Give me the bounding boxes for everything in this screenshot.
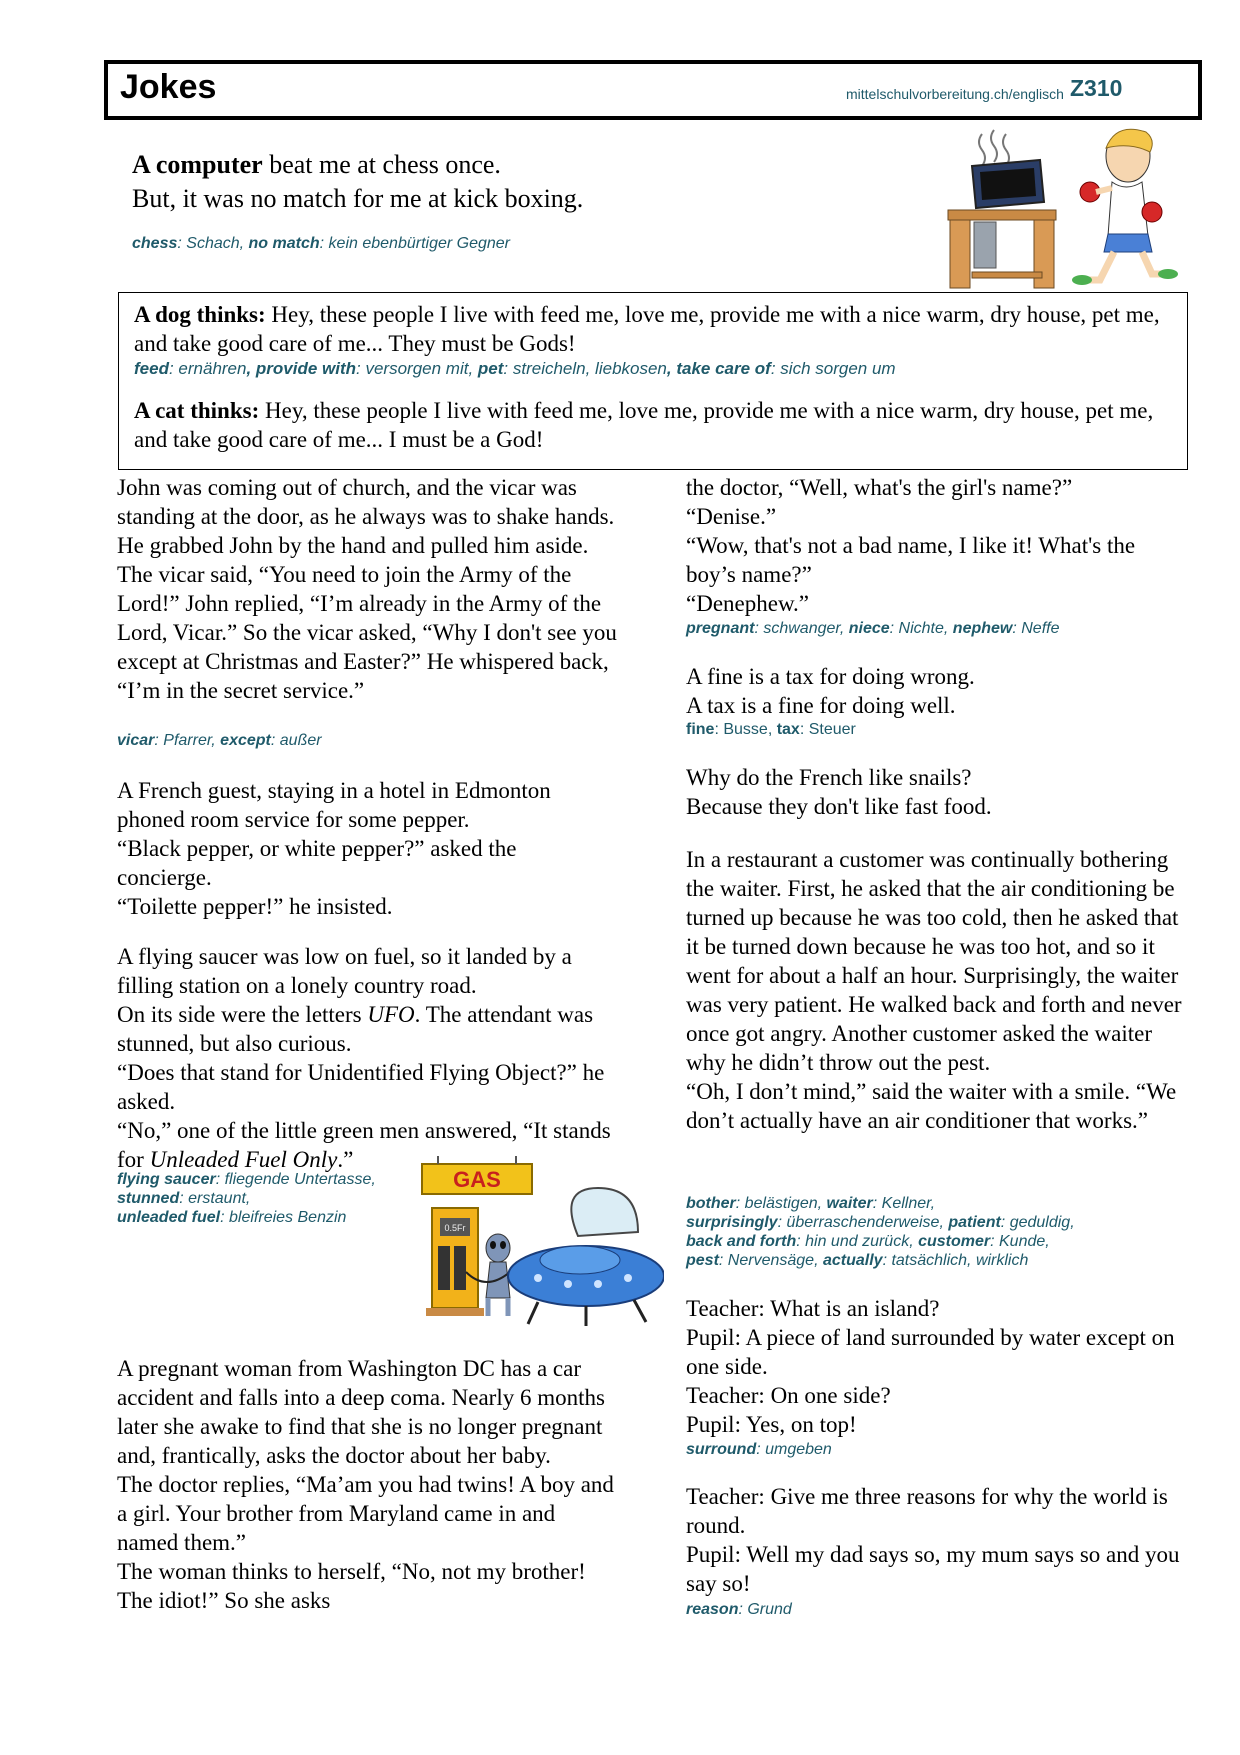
gloss-dog — [134, 359, 1179, 378]
gloss-line — [686, 1194, 1186, 1213]
joke-snails — [686, 763, 1186, 821]
gloss-term: unleaded fuel — [117, 1209, 221, 1226]
gloss-term: tax — [776, 721, 800, 738]
gloss-def: : Nervensäge, — [718, 1252, 823, 1269]
worksheet-code: Z310 — [1070, 75, 1123, 101]
gloss-def: : Schach, — [177, 235, 249, 252]
gloss-term: no match — [248, 235, 320, 252]
joke-island-line: Pupil: Yes, on top! — [686, 1412, 857, 1437]
text-run: On its side were the letters — [117, 1002, 368, 1027]
gloss-def: : Grund — [738, 1601, 792, 1618]
gloss-def: : hin und zurück, — [796, 1233, 919, 1250]
joke-snails-line: Because they don't like fast food. — [686, 794, 992, 819]
gloss-term: customer — [918, 1233, 991, 1250]
gloss-line — [686, 1232, 1186, 1251]
gloss-term: patient — [948, 1214, 1001, 1231]
gloss-term: stunned — [117, 1190, 180, 1207]
joke-twins-p1: A pregnant woman from Washington DC has a car accident and falls into a deep coma. Nearly 6 months later she awake to find that she is no longer pregnant and, frantically, asks the doctor about her baby. — [117, 1356, 605, 1468]
gloss-def: : tatsächlich, wirklich — [882, 1252, 1029, 1269]
gloss-def: : geduldig, — [1000, 1214, 1075, 1231]
computer-boxer-illustration — [922, 122, 1184, 292]
gloss-def: : außer — [270, 732, 322, 749]
gloss-def: : überraschenderweise, — [777, 1214, 949, 1231]
gloss-def: : Pfarrer, — [154, 732, 221, 749]
gloss-term: feed — [134, 359, 169, 378]
joke-pepper-line: “Black pepper, or white pepper?” asked the concierge. — [117, 836, 517, 890]
joke-round-line: Pupil: Well my dad says so, my mum says so and you say so! — [686, 1542, 1180, 1596]
joke-twins-c1: the doctor, “Well, what's the girl's name?” — [686, 475, 1073, 500]
gloss-def: : ernähren — [168, 359, 247, 378]
joke-dog-bold: A dog thinks: — [134, 302, 266, 327]
gloss-line — [686, 1251, 1186, 1270]
joke-cat-body: Hey, these people I live with feed me, love me, provide me with a nice warm, dry house, pet me, and take good care of me... I must be a God! — [134, 398, 1154, 452]
gloss-line — [686, 1213, 1186, 1232]
gloss-term: surround — [686, 1441, 757, 1458]
joke-computer-line2: But, it was no match for me at kick boxing. — [132, 184, 584, 213]
text-run: .” — [337, 1147, 354, 1172]
gloss-term: niece — [848, 620, 890, 637]
joke-computer-line1 — [132, 148, 912, 182]
gloss-term: chess — [132, 235, 178, 252]
gloss-term: nephew — [952, 620, 1013, 637]
joke-computer — [132, 148, 912, 216]
gloss-term: pest — [686, 1252, 719, 1269]
gloss-term: waiter — [826, 1195, 873, 1212]
joke-island-line: Teacher: What is an island? — [686, 1296, 940, 1321]
gloss-term: surprisingly — [686, 1214, 778, 1231]
gloss-def: : sich sorgen um — [770, 359, 896, 378]
gloss-def: : kein ebenbürtiger Gegner — [319, 235, 510, 252]
joke-round-world — [686, 1482, 1186, 1598]
gloss-fine — [686, 720, 856, 739]
gloss-line — [117, 1208, 407, 1227]
gloss-def: : Kunde, — [990, 1233, 1050, 1250]
joke-fine-tax — [686, 662, 1186, 720]
joke-island-line: Pupil: A piece of land surrounded by water except on one side. — [686, 1325, 1175, 1379]
gloss-def: : bleifreies Benzin — [220, 1209, 347, 1226]
gloss-term: , provide with — [246, 359, 357, 378]
gloss-ufo — [117, 1170, 407, 1227]
joke-ufo-p3: “Does that stand for Unidentified Flying Object?” he asked. — [117, 1060, 605, 1114]
joke-waiter-p2: “Oh, I don’t mind,” said the waiter with a smile. “We don’t actually have an air conditioner that works.” — [686, 1079, 1177, 1133]
joke-pepper-line: A French guest, staying in a hotel in Edmonton phoned room service for some pepper. — [117, 778, 551, 832]
gloss-term: except — [220, 732, 271, 749]
gloss-term: back and forth — [686, 1233, 797, 1250]
gloss-term: , take care of — [666, 359, 771, 378]
gloss-twins — [686, 619, 1060, 638]
joke-twins-p3: The woman thinks to herself, “No, not my brother! The idiot!” So she asks — [117, 1559, 586, 1613]
joke-twins-continued — [686, 473, 1186, 618]
site-url[interactable]: mittelschulvorbereitung.ch/englisch — [846, 86, 1064, 102]
joke-dog-body: Hey, these people I live with feed me, love me, provide me with a nice warm, dry house, pet me, and take good care of me... They must be Gods! — [134, 302, 1160, 356]
gloss-term: fine — [686, 721, 715, 738]
gloss-def: : Nichte, — [889, 620, 953, 637]
gloss-term: bother — [686, 1195, 736, 1212]
joke-dog-text — [134, 300, 1179, 358]
gloss-def: : erstaunt, — [179, 1190, 251, 1207]
joke-waiter — [686, 845, 1186, 1135]
gloss-term: flying saucer — [117, 1171, 216, 1188]
gloss-term: actually — [822, 1252, 883, 1269]
joke-snails-line: Why do the French like snails? — [686, 765, 972, 790]
joke-cat-bold: A cat thinks: — [134, 398, 260, 423]
gloss-computer — [132, 234, 832, 253]
gloss-def: : umgeben — [756, 1441, 832, 1458]
joke-twins-p2: The doctor replies, “Ma’am you had twins! A boy and a girl. Your brother from Maryland came in and named them.” — [117, 1472, 614, 1555]
joke-fine-line: A fine is a tax for doing wrong. — [686, 664, 975, 689]
joke-computer-bold: A computer — [132, 150, 263, 179]
joke-vicar — [117, 473, 617, 705]
joke-island-line: Teacher: On one side? — [686, 1383, 891, 1408]
joke-twins-c3: “Wow, that's not a bad name, I like it! What's the boy’s name?” — [686, 533, 1136, 587]
joke-ufo-p1: A flying saucer was low on fuel, so it landed by a filling station on a lonely country road. — [117, 944, 572, 998]
joke-fine-line: A tax is a fine for doing well. — [686, 693, 956, 718]
joke-dog — [134, 300, 1179, 358]
gloss-def: : fliegende Untertasse, — [215, 1171, 376, 1188]
joke-island — [686, 1294, 1186, 1439]
gloss-round — [686, 1600, 792, 1619]
gloss-def: : schwanger, — [754, 620, 849, 637]
gloss-term: pet — [477, 359, 504, 378]
gloss-term: pregnant — [686, 620, 755, 637]
joke-cat-text — [134, 396, 1179, 454]
text-run-italic: Unleaded Fuel Only — [149, 1147, 338, 1172]
gloss-vicar — [117, 731, 322, 750]
pump-display: 0.5Fr — [444, 1223, 466, 1233]
joke-vicar-text: John was coming out of church, and the vicar was standing at the door, as he always was to shake hands. He grabbed John by the hand and pulled him aside. The vicar said, “You need to join the Army of the Lord!” John replied, “I’m already in the Army of the Lord, Vicar.” So the vicar asked, “Why I don't see you except at Christmas and Easter?” He whispered back, “I’m in the secret service.” — [117, 475, 617, 703]
gas-sign-text: GAS — [453, 1167, 501, 1192]
joke-computer-line1-rest: beat me at chess once. — [262, 150, 501, 179]
gloss-def: : Neffe — [1012, 620, 1060, 637]
joke-pepper — [117, 776, 607, 921]
joke-cat — [134, 396, 1179, 454]
joke-ufo-p2 — [117, 1000, 617, 1058]
ufo-gas-station-illustration — [398, 1152, 664, 1332]
gloss-term: vicar — [117, 732, 155, 749]
gloss-def: : versorgen mit, — [356, 359, 478, 378]
text-run: . The attendant was stunned, but also curious. — [117, 1002, 594, 1056]
gloss-line — [117, 1170, 407, 1189]
joke-twins-c4: “Denephew.” — [686, 591, 810, 616]
joke-twins-c2: “Denise.” — [686, 504, 777, 529]
gloss-def: : Kellner, — [872, 1195, 936, 1212]
gloss-line — [117, 1189, 407, 1208]
gloss-def: : Steuer — [799, 721, 856, 738]
joke-round-line: Teacher: Give me three reasons for why the world is round. — [686, 1484, 1168, 1538]
text-run-italic: UFO — [367, 1002, 415, 1027]
gloss-island — [686, 1440, 832, 1459]
gloss-def: : belästigen, — [735, 1195, 827, 1212]
gloss-def: : streicheln, liebkosen — [503, 359, 667, 378]
gloss-waiter — [686, 1194, 1186, 1270]
gloss-term: reason — [686, 1601, 739, 1618]
joke-pepper-line: “Toilette pepper!” he insisted. — [117, 894, 393, 919]
page-title: Jokes — [120, 68, 217, 106]
joke-waiter-p1: In a restaurant a customer was continually bothering the waiter. First, he asked that the air conditioning be turned up because he was too cold, then he asked that it be turned down because he was too hot, and so it went for about a half an hour. Surprisingly, the waiter was very patient. He walked back and forth and never once got angry. Another customer asked the waiter why he didn’t throw out the pest. — [686, 847, 1182, 1075]
text-run: “No,” one of the little green men answered, “It stands for — [117, 1118, 611, 1172]
joke-twins — [117, 1354, 617, 1615]
gloss-def: : Busse, — [714, 721, 777, 738]
header-box — [104, 60, 1202, 120]
joke-ufo — [117, 942, 617, 1174]
